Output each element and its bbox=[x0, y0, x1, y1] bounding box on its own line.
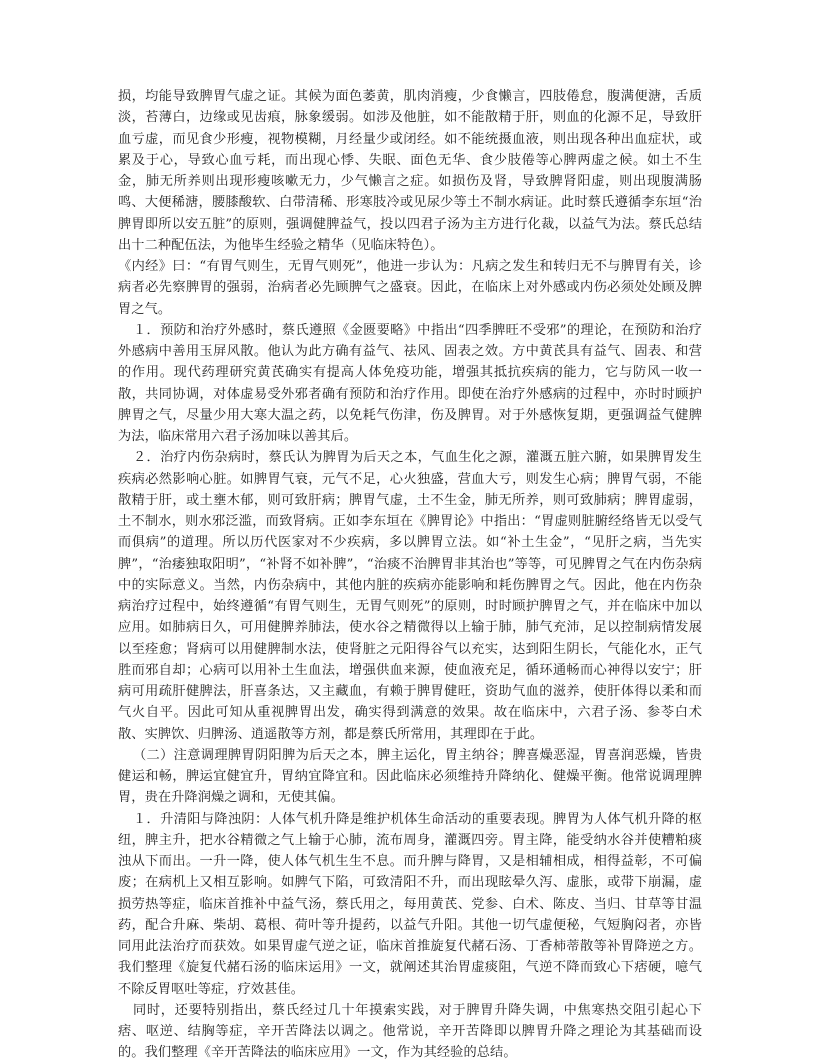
paragraph: 损，均能导致脾胃气虚之证。其候为面色萎黄，肌肉消瘦，少食懒言，四肢倦怠，腹满便溏，舌质淡，苔薄白，边缘或见齿痕，脉象缓弱。如涉及他脏，如不能散精于肝，则血的化源不足，导致肝血亏虚，而见食少形瘦，视物模糊，月经量少或闭经。如不能统摄血液，则出现各种出血症状，或累及于心，导致心血亏耗，而出现心悸、失眠、面色无华、食少肢倦等心脾两虚之候。如土不生金，肺无所养则出现形瘦咳嗽无力，少气懒言之症。如损伤及肾，导致脾肾阳虚，则出现腹满肠鸣、大便稀溏，腰膝酸软、白带清稀、形寒肢冷或见尿少等土不制水病证。此时蔡氏遵循李东垣“治脾胃即所以安五脏”的原则，强调健脾益气，投以四君子汤为主方进行化裁，以益气为法。蔡氏总结出十二种配伍法，为他毕生经验之精华（见临床特色）。 bbox=[118, 89, 702, 253]
paragraph: １．预防和治疗外感时，蔡氏遵照《金匮要略》中指出“四季脾旺不受邪”的理论，在预防和治疗外感病中善用玉屏风散。他认为此方确有益气、祛风、固表之效。方中黄芪具有益气、固表、和营的作用。现代药理研究黄芪确实有提高人体免疫功能，增强其抵抗疾病的能力，它与防风一收一散，共同协调，对体虚易受外邪者确有预防和治疗作用。即使在治疗外感病的过程中，亦时时顾护脾胃之气，尽量少用大寒大温之药，以免耗气伤津，伤及脾胃。对于外感恢复期，更强调益气健脾为法，临床常用六君子汤加味以善其后。 bbox=[118, 322, 702, 444]
paragraph: ２．治疗内伤杂病时，蔡氏认为脾胃为后天之本，气血生化之源，灌溉五脏六腑，如果脾胃发生疾病必然影响心脏。如脾胃气衰，元气不足，心火独盛，营血大亏，则发生心病；脾胃气弱，不能散精于肝，或土壅木郁，则可致肝病；脾胃气虚，土不生金，肺无所养，则可致肺病；脾胃虚弱，土不制水，则水邪泛滥，而致肾病。正如李东垣在《脾胃论》中指出：“胃虚则脏腑经络皆无以受气而俱病”的道理。所以历代医家对不少疾病，多以脾胃立法。如“补土生金”，“见肝之病，当先实脾”，“治痿独取阳明”，“补肾不如补脾”，“治痰不治脾胃非其治也”等等，可见脾胃之气在内伤杂病中的实际意义。当然，内伤杂病中，其他内脏的疾病亦能影响和耗伤脾胃之气。因此，他在内伤杂病治疗过程中，始终遵循“有胃气则生，无胃气则死”的原则，时时顾护脾胃之气，并在临床中加以应用。如肺病日久，可用健脾养肺法，使水谷之精微得以上输于肺，肺气充沛，足以控制病情发展以至痊愈；肾病可以用健脾制水法，使肾脏之元阳得谷气以充实，达到阳生阴长，气能化水，正气胜而邪自却；心病可以用补土生血法，增强供血来源，使血液充足，循环通畅而心神得以安宁；肝病可用疏肝健脾法，肝喜条达，又主藏血，有赖于脾胃健旺，资助气血的滋养，使肝体得以柔和而气火自平。因此可知从重视脾胃出发，确实得到满意的效果。故在临床中，六君子汤、参苓白术散、实脾饮、归脾汤、逍遥散等方剂，都是蔡氏所常用，其理即在于此。 bbox=[118, 450, 702, 742]
paragraph: １．升清阳与降浊阴：人体气机升降是维护机体生命活动的重要表现。脾胃为人体气机升降的枢纽，脾主升，把水谷精微之气上输于心肺，流布周身，灌溉四旁。胃主降，能受纳水谷并使糟粕痰浊从下而出。一升一降，使人体气机生生不息。而升脾与降胃，又是相辅相成，相得益彰，不可偏废；在病机上又相互影响。如脾气下陷，可致清阳不升，而出现眩晕久泻、虚胀，或带下崩漏，虚损劳热等症，临床首推补中益气汤，蔡氏用之，每用黄芪、党参、白术、陈皮、当归、甘草等甘温药，配合升麻、柴胡、葛根、荷叶等升提药，以益气升阳。其他一切气虚便秘，气短胸闷者，亦皆同用此法治疗而获效。如果胃虚气逆之证，临床首推旋复代赭石汤、丁香柿蒂散等补胃降逆之方。我们整理《旋复代赭石汤的临床运用》一文，就阐述其治胃虚痰阻，气逆不降而致心下痞硬，噫气不除反胃呕吐等症，疗效甚佳。 bbox=[118, 811, 702, 997]
paragraph: 《内经》曰：“有胃气则生，无胃气则死”，他进一步认为：凡病之发生和转归无不与脾胃有关，诊病者必先察脾胃的强弱，治病者必先顾脾气之盛衰。因此，在临床上对外感或内伤必须处处顾及脾胃之气。 bbox=[118, 259, 702, 317]
paragraph: 同时，还要特别指出，蔡氏经过几十年摸索实践，对于脾胃升降失调，中焦寒热交阻引起心下痞、呕逆、结胸等症，辛开苦降法以调之。他常说，辛开苦降即以脾胃升降之理论为其基础而设的。我们整理《辛开苦降法的临床应用》一文，作为其经验的总结。 bbox=[118, 1002, 702, 1061]
paragraph: （二）注意调理脾胃阴阳脾为后天之本，脾主运化，胃主纳谷；脾喜燥恶湿，胃喜润恶燥，皆贵健运和畅，脾运宜健宜升，胃纳宜降宜和。因此临床必须维持升降纳化、健燥平衡。他常说调理脾胃，贵在升降润燥之调和，无使其偏。 bbox=[118, 747, 702, 806]
page-text-block bbox=[118, 86, 702, 1064]
